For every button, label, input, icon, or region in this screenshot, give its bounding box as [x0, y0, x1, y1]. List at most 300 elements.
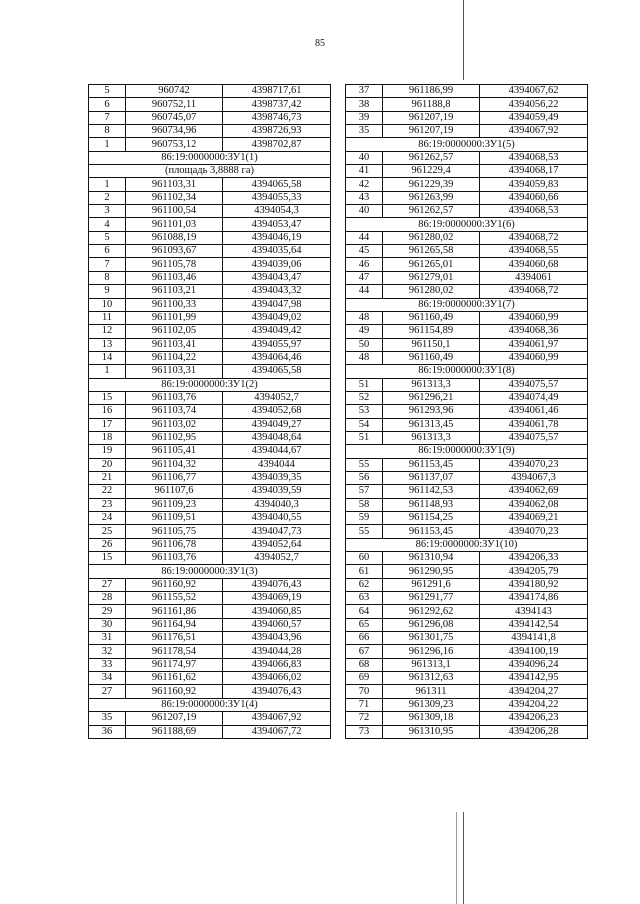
table-row	[89, 85, 331, 98]
point-number-cell: 24	[89, 512, 126, 525]
table-row	[346, 605, 588, 618]
section-title: 86:19:0000000:ЗУ1(7)	[346, 298, 588, 311]
x-coordinate-cell: 961103,76	[126, 391, 223, 404]
y-coordinate-cell: 4394056,22	[480, 98, 588, 111]
y-coordinate-cell: 4394068,17	[480, 165, 588, 178]
table-row	[346, 111, 588, 124]
y-coordinate-cell: 4394049,42	[223, 325, 331, 338]
y-coordinate-cell: 4394067,72	[223, 725, 331, 738]
x-coordinate-cell: 961103,76	[126, 552, 223, 565]
point-number-cell: 22	[89, 485, 126, 498]
y-coordinate-cell: 4394039,59	[223, 485, 331, 498]
table-row	[89, 498, 331, 511]
y-coordinate-cell: 4398717,61	[223, 85, 331, 98]
table-row	[89, 351, 331, 364]
y-coordinate-cell: 4394043,96	[223, 632, 331, 645]
point-number-cell: 52	[346, 391, 383, 404]
section-title: 86:19:0000000:ЗУ1(10)	[346, 538, 588, 551]
y-coordinate-cell: 4394143	[480, 605, 588, 618]
x-coordinate-cell: 961154,89	[383, 325, 480, 338]
table-row	[346, 712, 588, 725]
table-row	[346, 618, 588, 631]
table-row	[346, 165, 588, 178]
y-coordinate-cell: 4394066,83	[223, 658, 331, 671]
y-coordinate-cell: 4394052,64	[223, 538, 331, 551]
x-coordinate-cell: 961291,77	[383, 592, 480, 605]
point-number-cell: 33	[89, 658, 126, 671]
point-number-cell: 56	[346, 471, 383, 484]
x-coordinate-cell: 961313,1	[383, 658, 480, 671]
x-coordinate-cell: 961104,22	[126, 351, 223, 364]
table-row	[346, 645, 588, 658]
y-coordinate-cell: 4394068,36	[480, 325, 588, 338]
point-number-cell: 34	[89, 672, 126, 685]
table-row	[89, 298, 331, 311]
y-coordinate-cell: 4394044,67	[223, 445, 331, 458]
point-number-cell: 55	[346, 458, 383, 471]
point-number-cell: 70	[346, 685, 383, 698]
point-number-cell: 60	[346, 552, 383, 565]
table-row	[346, 258, 588, 271]
x-coordinate-cell: 961296,08	[383, 618, 480, 631]
x-coordinate-cell: 961109,51	[126, 512, 223, 525]
table-row	[89, 525, 331, 538]
point-number-cell: 57	[346, 485, 383, 498]
table-row	[89, 592, 331, 605]
point-number-cell: 5	[89, 231, 126, 244]
y-coordinate-cell: 4394061,78	[480, 418, 588, 431]
table-row	[89, 538, 331, 551]
y-coordinate-cell: 4394062,08	[480, 498, 588, 511]
x-coordinate-cell: 961088,19	[126, 231, 223, 244]
point-number-cell: 6	[89, 98, 126, 111]
x-coordinate-cell: 961262,57	[383, 151, 480, 164]
table-row	[346, 418, 588, 431]
x-coordinate-cell: 960742	[126, 85, 223, 98]
table-row	[89, 485, 331, 498]
y-coordinate-cell: 4394060,68	[480, 258, 588, 271]
y-coordinate-cell: 4394061	[480, 271, 588, 284]
x-coordinate-cell: 961293,96	[383, 405, 480, 418]
table-row	[346, 191, 588, 204]
point-number-cell: 18	[89, 431, 126, 444]
x-coordinate-cell: 961160,49	[383, 311, 480, 324]
x-coordinate-cell: 961207,19	[383, 111, 480, 124]
y-coordinate-cell: 4394065,58	[223, 365, 331, 378]
table-row	[346, 271, 588, 284]
y-coordinate-cell: 4394043,32	[223, 285, 331, 298]
x-coordinate-cell: 961100,54	[126, 205, 223, 218]
table-row	[89, 325, 331, 338]
x-coordinate-cell: 961101,99	[126, 311, 223, 324]
table-row	[346, 485, 588, 498]
y-coordinate-cell: 4394076,43	[223, 685, 331, 698]
y-coordinate-cell: 4394066,02	[223, 672, 331, 685]
table-row	[89, 191, 331, 204]
point-number-cell: 2	[89, 191, 126, 204]
point-number-cell: 30	[89, 618, 126, 631]
y-coordinate-cell: 4394061,46	[480, 405, 588, 418]
point-number-cell: 1	[89, 365, 126, 378]
y-coordinate-cell: 4394180,92	[480, 578, 588, 591]
table-row	[346, 85, 588, 98]
y-coordinate-cell: 4394100,19	[480, 645, 588, 658]
y-coordinate-cell: 4398726,93	[223, 125, 331, 138]
y-coordinate-cell: 4398702,87	[223, 138, 331, 151]
x-coordinate-cell: 961103,02	[126, 418, 223, 431]
y-coordinate-cell: 4394046,19	[223, 231, 331, 244]
point-number-cell: 48	[346, 311, 383, 324]
table-row	[346, 151, 588, 164]
x-coordinate-cell: 961150,1	[383, 338, 480, 351]
x-coordinate-cell: 961262,57	[383, 205, 480, 218]
x-coordinate-cell: 961311	[383, 685, 480, 698]
y-coordinate-cell: 4394039,35	[223, 471, 331, 484]
point-number-cell: 43	[346, 191, 383, 204]
table-section-header	[89, 565, 331, 578]
y-coordinate-cell: 4394059,83	[480, 178, 588, 191]
x-coordinate-cell: 961103,31	[126, 365, 223, 378]
x-coordinate-cell: 961188,69	[126, 725, 223, 738]
table-row	[346, 498, 588, 511]
x-coordinate-cell: 961309,23	[383, 698, 480, 711]
y-coordinate-cell: 4394040,3	[223, 498, 331, 511]
x-coordinate-cell: 961174,97	[126, 658, 223, 671]
section-title: 86:19:0000000:ЗУ1(6)	[346, 218, 588, 231]
y-coordinate-cell: 4394061,97	[480, 338, 588, 351]
table-row	[346, 285, 588, 298]
point-number-cell: 44	[346, 285, 383, 298]
table-row	[346, 525, 588, 538]
x-coordinate-cell: 960745,07	[126, 111, 223, 124]
x-coordinate-cell: 961102,95	[126, 431, 223, 444]
table-row	[89, 178, 331, 191]
section-title: 86:19:0000000:ЗУ1(1)	[89, 151, 331, 164]
x-coordinate-cell: 961093,67	[126, 245, 223, 258]
point-number-cell: 58	[346, 498, 383, 511]
table-section-header	[346, 138, 588, 151]
x-coordinate-cell: 961161,86	[126, 605, 223, 618]
point-number-cell: 28	[89, 592, 126, 605]
point-number-cell: 15	[89, 552, 126, 565]
x-coordinate-cell: 961309,18	[383, 712, 480, 725]
y-coordinate-cell: 4394070,23	[480, 525, 588, 538]
section-title: 86:19:0000000:ЗУ1(5)	[346, 138, 588, 151]
x-coordinate-cell: 961103,31	[126, 178, 223, 191]
point-number-cell: 48	[346, 351, 383, 364]
point-number-cell: 45	[346, 245, 383, 258]
table-row	[346, 725, 588, 738]
y-coordinate-cell: 4394060,99	[480, 311, 588, 324]
point-number-cell: 11	[89, 311, 126, 324]
y-coordinate-cell: 4394204,22	[480, 698, 588, 711]
point-number-cell: 25	[89, 525, 126, 538]
table-row	[346, 391, 588, 404]
table-row	[346, 178, 588, 191]
table-section-header	[89, 165, 331, 178]
x-coordinate-cell: 961186,99	[383, 85, 480, 98]
x-coordinate-cell: 961102,05	[126, 325, 223, 338]
table-row	[346, 578, 588, 591]
y-coordinate-cell: 4394065,58	[223, 178, 331, 191]
x-coordinate-cell: 961160,92	[126, 578, 223, 591]
y-coordinate-cell: 4394060,57	[223, 618, 331, 631]
y-coordinate-cell: 4394142,95	[480, 672, 588, 685]
y-coordinate-cell: 4394049,27	[223, 418, 331, 431]
x-coordinate-cell: 961161,62	[126, 672, 223, 685]
table-row	[89, 471, 331, 484]
point-number-cell: 15	[89, 391, 126, 404]
x-coordinate-cell: 961291,6	[383, 578, 480, 591]
table-row	[89, 125, 331, 138]
x-coordinate-cell: 961313,45	[383, 418, 480, 431]
x-coordinate-cell: 961137,07	[383, 471, 480, 484]
y-coordinate-cell: 4394062,69	[480, 485, 588, 498]
table-row	[89, 338, 331, 351]
point-number-cell: 19	[89, 445, 126, 458]
x-coordinate-cell: 961154,25	[383, 512, 480, 525]
table-row	[346, 632, 588, 645]
point-number-cell: 51	[346, 378, 383, 391]
point-number-cell: 71	[346, 698, 383, 711]
x-coordinate-cell: 961229,39	[383, 178, 480, 191]
x-coordinate-cell: 961301,75	[383, 632, 480, 645]
x-coordinate-cell: 961313,3	[383, 431, 480, 444]
point-number-cell: 59	[346, 512, 383, 525]
table-row	[89, 632, 331, 645]
table-row	[89, 645, 331, 658]
point-number-cell: 7	[89, 111, 126, 124]
x-coordinate-cell: 961178,54	[126, 645, 223, 658]
x-coordinate-cell: 961153,45	[383, 525, 480, 538]
y-coordinate-cell: 4394060,99	[480, 351, 588, 364]
y-coordinate-cell: 4394075,57	[480, 378, 588, 391]
y-coordinate-cell: 4394043,47	[223, 271, 331, 284]
y-coordinate-cell: 4394055,97	[223, 338, 331, 351]
table-row	[89, 418, 331, 431]
x-coordinate-cell: 961103,21	[126, 285, 223, 298]
x-coordinate-cell: 961279,01	[383, 271, 480, 284]
y-coordinate-cell: 4394060,66	[480, 191, 588, 204]
point-number-cell: 68	[346, 658, 383, 671]
point-number-cell: 38	[346, 98, 383, 111]
table-row	[89, 685, 331, 698]
table-row	[89, 98, 331, 111]
table-row	[346, 565, 588, 578]
x-coordinate-cell: 961265,01	[383, 258, 480, 271]
point-number-cell: 3	[89, 205, 126, 218]
point-number-cell: 53	[346, 405, 383, 418]
point-number-cell: 1	[89, 138, 126, 151]
y-coordinate-cell: 4394068,53	[480, 151, 588, 164]
x-coordinate-cell: 961109,23	[126, 498, 223, 511]
table-row	[346, 125, 588, 138]
table-row	[346, 231, 588, 244]
table-row	[89, 458, 331, 471]
y-coordinate-cell: 4394067,62	[480, 85, 588, 98]
table-row	[346, 592, 588, 605]
x-coordinate-cell: 961263,99	[383, 191, 480, 204]
x-coordinate-cell: 960752,11	[126, 98, 223, 111]
x-coordinate-cell: 961176,51	[126, 632, 223, 645]
point-number-cell: 39	[346, 111, 383, 124]
point-number-cell: 40	[346, 205, 383, 218]
table-row	[89, 111, 331, 124]
table-row	[346, 351, 588, 364]
x-coordinate-cell: 961100,33	[126, 298, 223, 311]
point-number-cell: 9	[89, 285, 126, 298]
x-coordinate-cell: 961103,41	[126, 338, 223, 351]
point-number-cell: 35	[346, 125, 383, 138]
table-row	[89, 218, 331, 231]
y-coordinate-cell: 4394142,54	[480, 618, 588, 631]
point-number-cell: 46	[346, 258, 383, 271]
table-row	[89, 258, 331, 271]
x-coordinate-cell: 961105,41	[126, 445, 223, 458]
point-number-cell: 23	[89, 498, 126, 511]
table-row	[89, 512, 331, 525]
page-number: 85	[315, 38, 325, 49]
y-coordinate-cell: 4394053,47	[223, 218, 331, 231]
table-row	[89, 231, 331, 244]
y-coordinate-cell: 4394206,33	[480, 552, 588, 565]
point-number-cell: 36	[89, 725, 126, 738]
table-row	[89, 658, 331, 671]
y-coordinate-cell: 4394067,92	[480, 125, 588, 138]
table-row	[346, 672, 588, 685]
y-coordinate-cell: 4394068,72	[480, 285, 588, 298]
table-row	[346, 405, 588, 418]
point-number-cell: 10	[89, 298, 126, 311]
x-coordinate-cell: 961310,94	[383, 552, 480, 565]
y-coordinate-cell: 4394074,49	[480, 391, 588, 404]
point-number-cell: 61	[346, 565, 383, 578]
point-number-cell: 27	[89, 685, 126, 698]
point-number-cell: 27	[89, 578, 126, 591]
x-coordinate-cell: 961265,58	[383, 245, 480, 258]
y-coordinate-cell: 4394052,7	[223, 391, 331, 404]
x-coordinate-cell: 961280,02	[383, 285, 480, 298]
point-number-cell: 5	[89, 85, 126, 98]
scan-line-bottom-2	[456, 812, 457, 904]
table-section-header	[346, 365, 588, 378]
x-coordinate-cell: 961106,78	[126, 538, 223, 551]
point-number-cell: 1	[89, 178, 126, 191]
x-coordinate-cell: 961104,32	[126, 458, 223, 471]
point-number-cell: 21	[89, 471, 126, 484]
section-title: (площадь 3,8888 га)	[89, 165, 331, 178]
y-coordinate-cell: 4394204,27	[480, 685, 588, 698]
scan-line-bottom	[463, 812, 464, 904]
x-coordinate-cell: 961160,49	[383, 351, 480, 364]
table-section-header	[346, 445, 588, 458]
table-row	[346, 325, 588, 338]
x-coordinate-cell: 961296,21	[383, 391, 480, 404]
y-coordinate-cell: 4394206,23	[480, 712, 588, 725]
y-coordinate-cell: 4394205,79	[480, 565, 588, 578]
table-row	[346, 98, 588, 111]
x-coordinate-cell: 961188,8	[383, 98, 480, 111]
x-coordinate-cell: 961207,19	[126, 712, 223, 725]
table-row	[346, 311, 588, 324]
y-coordinate-cell: 4394206,28	[480, 725, 588, 738]
y-coordinate-cell: 4394141,8	[480, 632, 588, 645]
x-coordinate-cell: 961148,93	[383, 498, 480, 511]
point-number-cell: 31	[89, 632, 126, 645]
x-coordinate-cell: 961101,03	[126, 218, 223, 231]
y-coordinate-cell: 4394064,46	[223, 351, 331, 364]
point-number-cell: 50	[346, 338, 383, 351]
table-row	[89, 405, 331, 418]
x-coordinate-cell: 960753,12	[126, 138, 223, 151]
point-number-cell: 35	[89, 712, 126, 725]
point-number-cell: 32	[89, 645, 126, 658]
point-number-cell: 29	[89, 605, 126, 618]
coordinates-table-left	[88, 84, 331, 739]
point-number-cell: 20	[89, 458, 126, 471]
table-row	[346, 471, 588, 484]
table-row	[346, 245, 588, 258]
table-row	[346, 338, 588, 351]
table-section-header	[346, 538, 588, 551]
y-coordinate-cell: 4394068,72	[480, 231, 588, 244]
y-coordinate-cell: 4394069,21	[480, 512, 588, 525]
table-section-header	[89, 151, 331, 164]
point-number-cell: 6	[89, 245, 126, 258]
point-number-cell: 14	[89, 351, 126, 364]
point-number-cell: 63	[346, 592, 383, 605]
y-coordinate-cell: 4398737,42	[223, 98, 331, 111]
table-row	[89, 605, 331, 618]
table-row	[89, 431, 331, 444]
point-number-cell: 37	[346, 85, 383, 98]
table-row	[346, 431, 588, 444]
x-coordinate-cell: 961164,94	[126, 618, 223, 631]
point-number-cell: 49	[346, 325, 383, 338]
x-coordinate-cell: 961106,77	[126, 471, 223, 484]
y-coordinate-cell: 4394068,53	[480, 205, 588, 218]
table-row	[89, 365, 331, 378]
y-coordinate-cell: 4394174,86	[480, 592, 588, 605]
table-row	[346, 685, 588, 698]
x-coordinate-cell: 961107,6	[126, 485, 223, 498]
y-coordinate-cell: 4394039,06	[223, 258, 331, 271]
point-number-cell: 65	[346, 618, 383, 631]
table-row	[346, 698, 588, 711]
y-coordinate-cell: 4394047,73	[223, 525, 331, 538]
table-row	[346, 458, 588, 471]
point-number-cell: 40	[346, 151, 383, 164]
point-number-cell: 41	[346, 165, 383, 178]
y-coordinate-cell: 4394048,64	[223, 431, 331, 444]
y-coordinate-cell: 4394060,85	[223, 605, 331, 618]
y-coordinate-cell: 4394055,33	[223, 191, 331, 204]
y-coordinate-cell: 4394070,23	[480, 458, 588, 471]
coordinates-table-right	[345, 84, 588, 739]
x-coordinate-cell: 961296,16	[383, 645, 480, 658]
x-coordinate-cell: 961313,3	[383, 378, 480, 391]
x-coordinate-cell: 961280,02	[383, 231, 480, 244]
y-coordinate-cell: 4398746,73	[223, 111, 331, 124]
section-title: 86:19:0000000:ЗУ1(3)	[89, 565, 331, 578]
y-coordinate-cell: 4394059,49	[480, 111, 588, 124]
x-coordinate-cell: 960734,96	[126, 125, 223, 138]
section-title: 86:19:0000000:ЗУ1(4)	[89, 698, 331, 711]
x-coordinate-cell: 961105,78	[126, 258, 223, 271]
point-number-cell: 47	[346, 271, 383, 284]
point-number-cell: 51	[346, 431, 383, 444]
point-number-cell: 66	[346, 632, 383, 645]
